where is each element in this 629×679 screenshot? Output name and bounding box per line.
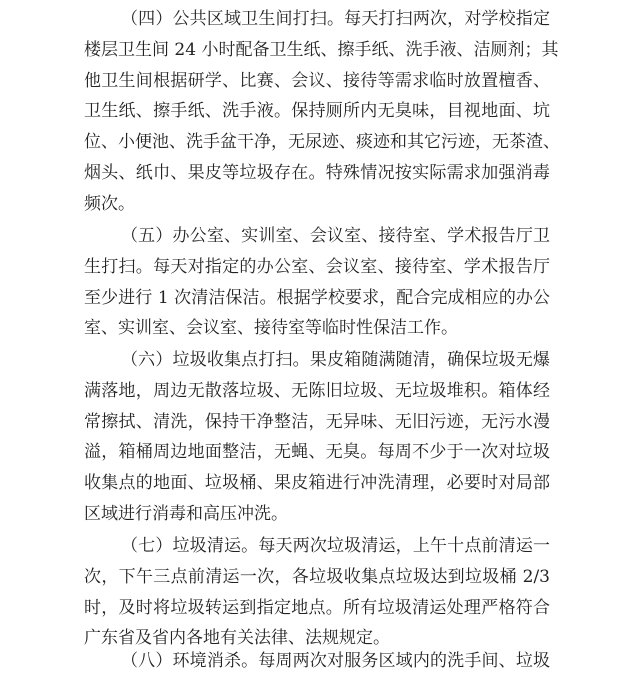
text-line: 广东省及省内各地有关法律、法规规定。 [84,628,390,649]
text-line: 生打扫。每天对指定的办公室、会议室、接待室、学术报告厅 [84,256,550,277]
text-line: （六）垃圾收集点打扫。果皮箱随满随清，确保垃圾无爆 [121,350,550,370]
text-line: （四）公共区域卫生间打扫。每天打扫两次，对学校指定 [121,9,550,29]
text-line: （五）办公室、实训室、会议室、接待室、学术报告厅卫 [121,226,550,246]
text-line: 区域进行消毒和高压冲洗。 [84,503,288,524]
text-line: 收集点的地面、垃圾桶、果皮箱进行冲洗清理，必要时对局部 [84,473,550,494]
text-line: 频次。 [84,193,135,214]
text-line: 楼层卫生间 24 小时配备卫生纸、擦手纸、洗手液、洁厕剂；其 [84,39,559,60]
paragraph-offices [84,221,550,344]
text-line: （八）环境消杀。每周两次对服务区域内的洗手间、垃圾 [121,651,550,671]
paragraph-public-restroom [84,4,560,220]
text-line: 次，下午三点前清运一次，各垃圾收集点垃圾达到垃圾桶 2/3 [84,566,550,587]
text-line: 烟头、纸巾、果皮等垃圾存在。特殊情况按实际需求加强消毒 [84,162,550,183]
text-line: （七）垃圾清运。每天两次垃圾清运，上午十点前清运一 [121,536,550,556]
text-line: 位、小便池、洗手盆干净，无尿迹、痰迹和其它污迹，无茶渣、 [84,132,560,153]
paragraph-garbage-removal [84,531,550,654]
text-line: 满落地，周边无散落垃圾、无陈旧垃圾、无垃圾堆积。箱体经 [84,380,550,401]
paragraph-garbage-points [84,345,550,530]
paragraph-disinfection [84,646,550,677]
text-line: 室、实训室、会议室、接待室等临时性保洁工作。 [84,318,458,339]
text-line: 常擦拭、清洗，保持干净整洁，无异味、无旧污迹，无污水漫 [84,411,550,432]
text-line: 至少进行 1 次清洁保洁。根据学校要求，配合完成相应的办公 [84,287,550,308]
text-line: 卫生纸、擦手纸、洗手液。保持厕所内无臭味，目视地面、坑 [84,101,550,122]
text-line: 他卫生间根据研学、比赛、会议、接待等需求临时放置檀香、 [84,70,550,91]
text-line: 时，及时将垃圾转运到指定地点。所有垃圾清运处理严格符合 [84,597,550,618]
text-line: 溢，箱桶周边地面整洁，无蝇、无臭。每周不少于一次对垃圾 [84,442,550,463]
